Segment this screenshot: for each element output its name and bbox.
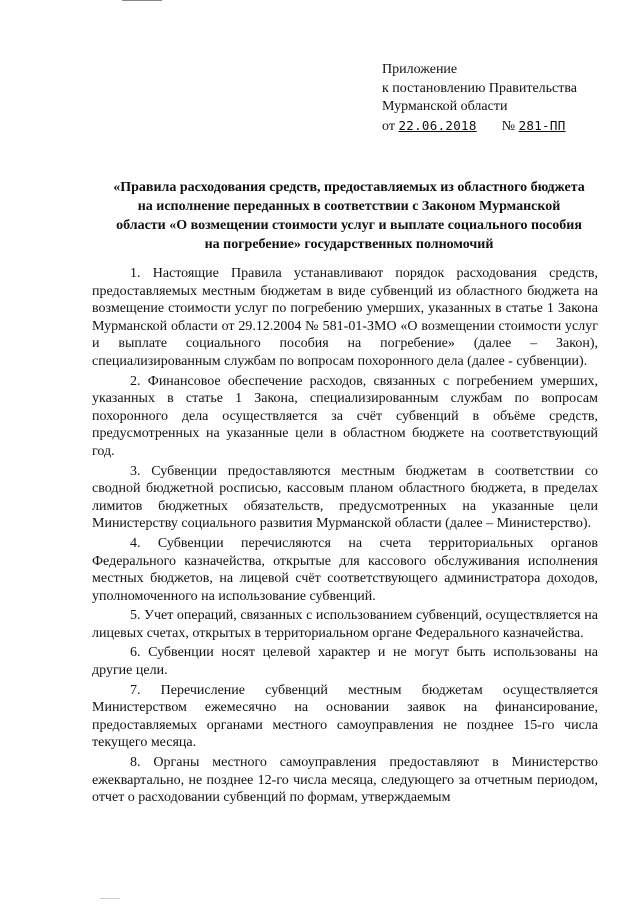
appendix-block <box>382 61 577 136</box>
paragraph-1: 1. Настоящие Правила устанавливают порядок расходования средств, предоставляемых местным бюджетам в виде субвенций из областного бюджета на возмещение стоимости услуг по погребению умерших, указанных в статье 1 Закона Мурманской области от 29.12.2004 № 581-01-ЗМО «О возмещении стоимости услуг и выплате социального пособия на погребение» (далее – Закон), специализированным службам по вопросам похоронного дела (далее - субвенции). <box>92 266 598 369</box>
paragraph-4: 4. Субвенции перечисляются на счета территориальных органов Федерального казначейства, открытые для кассового обслуживания исполнения местных бюджетов, на лицевой счёт соответствующего администратора доходов, уполномоченного на использование субвенций. <box>92 535 598 604</box>
appendix-label: Приложение <box>382 62 458 77</box>
scan-mark <box>100 898 120 899</box>
paragraph-3: 3. Субвенции предоставляются местным бюджетам в соответствии со сводной бюджетной росписью, кассовым планом областного бюджета, в пределах лимитов бюджетных обязательств, предусмотренных на указанные цели Министерству социального развития Мурманской области (далее – Министерство). <box>92 463 598 532</box>
scan-mark <box>122 0 162 1</box>
document-title: «Правила расходования средств, предоставляемых из областного бюджета на исполнение переданных в соответствии с Законом Мурманской области «О возмещении стоимости услуг и выплате социального пособия на погребение» государственных полномочий <box>113 180 585 252</box>
from-label: от <box>382 118 395 134</box>
appendix-resolution: к постановлению Правительства <box>382 80 578 96</box>
paragraph-6: 6. Субвенции носят целевой характер и не могут быть использованы на другие цели. <box>92 645 598 679</box>
paragraph-5: 5. Учет операций, связанных с использованием субвенций, осуществляется на лицевых счетах, открытых в территориальном органе Федерального казначейства. <box>92 608 598 641</box>
paragraph-2: 2. Финансовое обеспечение расходов, связанных с погребением умерших, указанных в статье 1 Закона, специализированным службам по вопросам похоронного дела осуществляется за счёт субвенций в объёме средств, предусмотренных на указанные цели в областном бюджете на соответствующий год. <box>92 373 598 459</box>
resolution-date: 22.06.2018 <box>398 117 477 133</box>
resolution-number: 281-ПП <box>518 117 566 133</box>
document-body <box>92 265 598 807</box>
appendix-date-number <box>382 117 577 137</box>
number-label: № <box>501 118 516 134</box>
paragraph-7: 7. Перечисление субвенций местным бюджетам осуществляется Министерством ежемесячно на основании заявок на финансирование, предоставляемых органами местного самоуправления не позднее 15-го числа текущего месяца. <box>92 682 598 751</box>
appendix-region: Мурманской области <box>382 99 508 114</box>
paragraph-8: 8. Органы местного самоуправления предоставляют в Министерство ежеквартально, не позднее 12-го числа месяца, следующего за отчетным периодом, отчет о расходовании субвенций по формам, утверждаемым <box>92 755 598 806</box>
